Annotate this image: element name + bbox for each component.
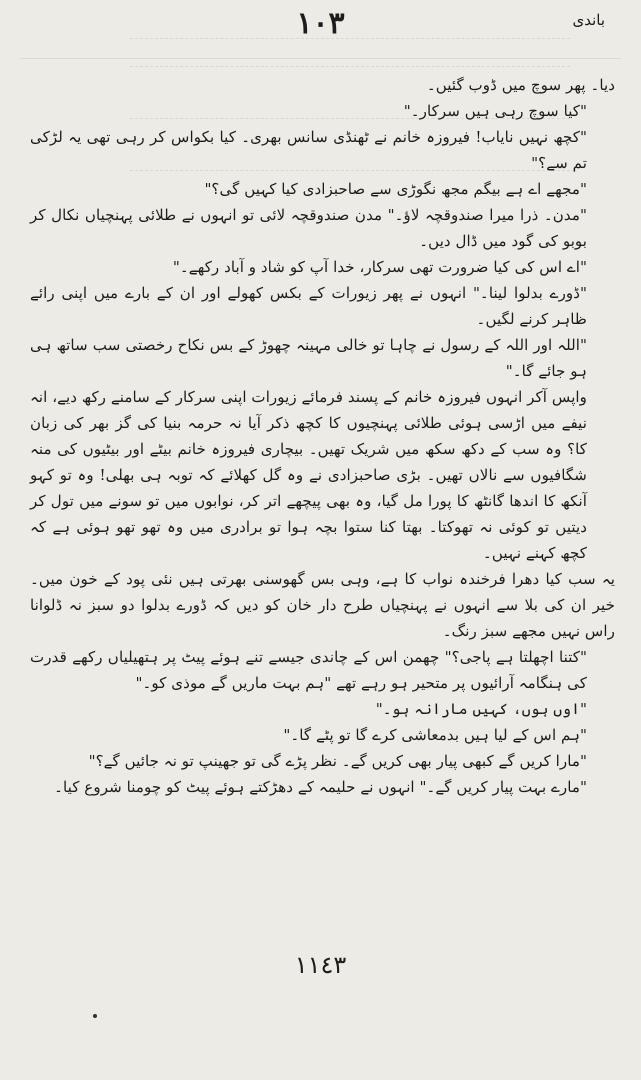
folio-number: ١١٤٣ [294, 951, 347, 979]
paragraph: واپس آکر انہوں فیروزہ خانم کے پسند فرمائے زیورات اپنی سرکار کے سامنے رکھ دیے، انہ نیفے میں اڑسی ہوئی طلائی پہنچیوں کا کچھ ذکر آیا نہ حرمہ بنیا کی گز بھر کی زبان کا؟ وہ سب کے دکھ سکھ میں شریک تھیں۔ بیچاری فیروزہ خانم بیٹے اور بیٹیوں کی منہ شگافیوں سے نالاں تھیں۔ بڑی صاحبزادی نے وہ گل کھلائے کہ توبہ ہی بھلی! وہ تو کہو آنکھ کا اندھا گانٹھ کا پورا مل گیا، وہ بھی پیچھے اتر کر، نوابوں میں تو سونے میں تول کر دیتیں تو کوئی نہ تھوکتا۔ بھتا کنا ستوا بچہ ہوا تو برادری میں وہ تھو تھو ہوئی ہے کہ کچھ کہنے نہیں۔ [30, 388, 587, 562]
bleed-through-line [130, 66, 570, 68]
paragraph: "ڈورے بدلوا لینا۔" انہوں نے پھر زیورات کے بکس کھولے اور ان کے بارے میں اپنی رائے ظاہر کرنے لگیں۔ [30, 284, 587, 328]
paragraph: "کتنا اچھلتا ہے پاجی؟" چھمن اس کے چاندی جیسے تنے ہوئے پیٹ پر ہتھیلیاں رکھے قدرت کی ہنگامہ آرائیوں پر متحیر ہو رہے تھے "ہم بہت ماریں گے موذی کو۔" [30, 648, 587, 692]
paragraph: "مجھے اے ہے بیگم مجھ نگوڑی سے صاحبزادی کیا کہیں گی؟" [204, 180, 587, 198]
paragraph: "ہم اس کے لیا ہیں بدمعاشی کرے گا تو پٹے گا۔" [283, 726, 587, 744]
paragraph: "اے اس کی کیا ضرورت تھی سرکار، خدا آپ کو شاد و آباد رکھے۔" [172, 258, 587, 276]
paragraph: "کچھ نہیں نایاب! فیروزہ خانم نے ٹھنڈی سانس بھری۔ کیا بکواس کر رہی تھی یہ لڑکی تم سے؟" [30, 128, 587, 172]
header-rule [20, 58, 621, 59]
ink-speck [93, 1014, 97, 1018]
paragraph: یہ سب کیا دھرا فرخندہ نواب کا ہے، وہی بس گھوسنی بھرتی ہیں نئی پود کے خون میں۔ خیر ان کی بلا سے انہوں نے پہنچیاں طرح دار خان کو دیں کہ ڈورے بدلوا دو سبز نہ ڈلوانا راس نہیں مجھے سبز رنگ۔ [30, 570, 615, 640]
paragraph: "مارے بہت پیار کریں گے۔" انہوں نے حلیمہ کے دھڑکتے ہوئے پیٹ کو چومنا شروع کیا۔ [54, 778, 587, 796]
page-number: ١٠٣ [296, 6, 345, 41]
paragraph: "اوں ہوں، کہیں مارانہ ہو۔" [375, 700, 587, 718]
paragraph: "کیا سوچ رہی ہیں سرکار۔" [403, 102, 587, 120]
paragraph: "مارا کریں گے کبھی پیار بھی کریں گے۔ نظر پڑے گی تو جھینپ تو نہ جائیں گے؟" [88, 752, 587, 770]
paragraph: دیا۔ پھر سوچ میں ڈوب گئیں۔ [426, 76, 615, 94]
paragraph: "مدن۔ ذرا میرا صندوقچہ لاؤ۔" مدن صندوقچہ لائی تو انہوں نے طلائی پہنچیاں نکال کر بوبو کی گود میں ڈال دیں۔ [30, 206, 587, 250]
paragraph: "اللہ اور اللہ کے رسول نے چاہا تو خالی مہینہ چھوڑ کے بس نکاح رخصتی سب ساتھ ہی ہو جائے گا۔" [30, 336, 587, 380]
running-title: باندی [572, 11, 605, 29]
body-text [30, 72, 615, 800]
